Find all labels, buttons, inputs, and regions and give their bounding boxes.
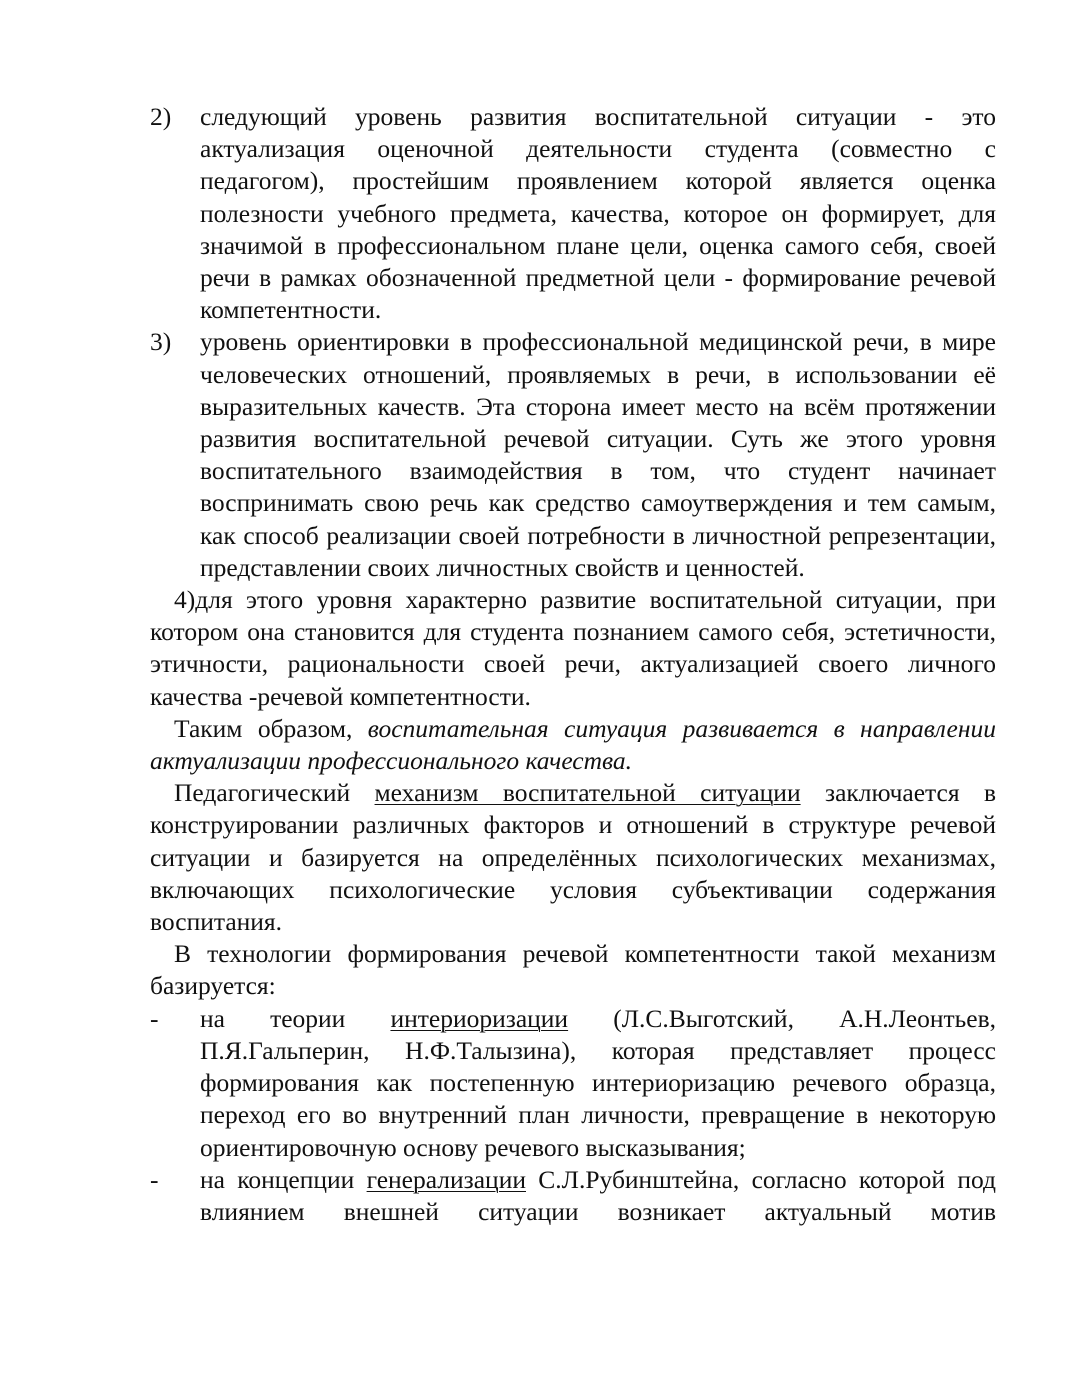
mechanism-underlined-term: механизм воспитательной ситуации xyxy=(374,778,801,808)
dash-item-generalization xyxy=(150,1164,996,1228)
dash-item-interiorization xyxy=(150,1003,996,1164)
dash-item-text xyxy=(200,1003,996,1164)
paragraph-technology: В технологии формирования речевой компетентности такой механизм базируется: xyxy=(150,939,996,1001)
list-item-number: 3) xyxy=(150,327,172,357)
list-item-text: следующий уровень развития воспитательной ситуации - это актуализация оценочной деятельности студента (совместно с педагогом), простейшим проявлением которой является оценка полезности учебного предмета, качества, которое он формирует, для значимой в профессиональном плане цели, оценка самого себя, своей речи в рамках обозначенной предметной цели - формирование речевой компетентности. xyxy=(200,102,996,325)
mechanism-lead: Педагогический xyxy=(174,778,375,808)
mechanism-rest: заключается в конструировании различных факторов и отношений в структуре речевой ситуации и базируется на определённых психологических механизмах, включающих психологические условия субъективации содержания воспитания. xyxy=(150,778,996,937)
paragraph-mechanism xyxy=(150,777,996,938)
paragraph-conclusion xyxy=(150,713,996,777)
dash-item-rest: С.Л.Рубинштейна, согласно которой под влиянием внешней ситуации возникает актуальный мотив xyxy=(200,1164,996,1226)
conclusion-lead: Таким образом, xyxy=(174,713,368,743)
dash-item-rest: (Л.С.Выготский, А.Н.Леонтьев, П.Я.Гальперин, Н.Ф.Талызина), которая представляет процесс формирования как постепенную интериоризацию речевого образца, переход его во внутренний план личности, превращение в некоторую ориентировочную основу речевого высказывания; xyxy=(200,1003,996,1162)
dash-item-underlined-term: генерализации xyxy=(366,1164,526,1194)
conclusion-italic: воспитательная ситуация развивается в направлении актуализации профессионального качества. xyxy=(150,713,996,776)
dash-item-lead: на концепции xyxy=(200,1164,367,1194)
list-item-number: 2) xyxy=(150,102,172,131)
document-page xyxy=(150,101,996,1228)
list-item-2 xyxy=(150,101,996,326)
dash-item-lead: на теории xyxy=(200,1003,391,1033)
dash-item-text xyxy=(200,1164,996,1228)
list-item-text: уровень ориентировки в профессиональной медицинской речи, в мире человеческих отношений, проявляемых в речи, в использовании её выразительных качеств. Эта сторона имеет место на всём протяжении развития воспитательной речевой ситуации. Суть же этого уровня воспитательного взаимодействия в том, что студент начинает воспринимать свою речь как средство самоутверждения и тем самым, как способ реализации своей потребности в личностной репрезентации, представлении своих личностных свойств и ценностей. xyxy=(200,327,996,582)
paragraph-level-4: 4)для этого уровня характерно развитие воспитательной ситуации, при котором она становится для студента познанием самого себя, эстетичности, этичности, рациональности своей речи, актуализацией своего личного качества -речевой компетентности. xyxy=(150,585,996,711)
dash-bullet: - xyxy=(150,1003,159,1033)
list-item-3 xyxy=(150,326,996,584)
dash-item-underlined-term: интериоризации xyxy=(390,1003,569,1033)
dash-bullet: - xyxy=(150,1164,159,1194)
